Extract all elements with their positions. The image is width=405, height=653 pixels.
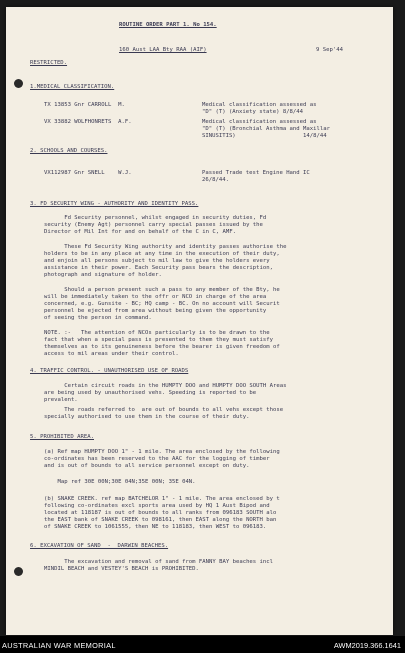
entry-detail: "D" (T) (Anxiety state) 8/8/44 (202, 109, 304, 115)
archive-footer (0, 636, 405, 653)
archive-reference: AWM2019.366.1641 (333, 641, 401, 650)
paragraph-line: Should a person present such a pass to any member of the Bty, he (44, 287, 280, 293)
member-entry: TX 13853 Gnr CARROLL M. (44, 102, 125, 108)
section-heading: 3. FD SECURITY WING - AUTHORITY AND IDENTITY PASS. (30, 201, 199, 207)
paragraph-line: photograph and signature of holder. (44, 272, 162, 278)
punch-hole (14, 79, 23, 88)
member-entry: VX112987 Gnr SNELL W.J. (44, 170, 132, 176)
section-heading: 1.MEDICAL CLASSIFICATION. (30, 84, 115, 90)
map-reference: Map ref 30E 00N;30E 04N;35E 00N; 35E 04N. (44, 479, 196, 485)
order-title: ROUTINE ORDER PART 1. No 154. (119, 22, 217, 28)
paragraph-line: specially authorised to use them in the course of their duty. (44, 414, 250, 420)
order-date: 9 Sep'44 (316, 47, 343, 53)
paragraph-line: The excavation and removal of sand from FANNY BAY beaches incl (44, 559, 274, 565)
paragraph-line: located at 118187 is out of bounds to all ranks from 096183 SOUTH alo (44, 510, 277, 516)
paragraph-line: and is out of bounds to all service personnel except on duty. (44, 463, 250, 469)
entry-detail: Medical classification assessed as (202, 119, 317, 125)
paragraph-line: will be immediately taken to the offr or NCO in charge of the area (44, 294, 267, 300)
punch-hole (14, 567, 23, 576)
paragraph-line: prevalent. (44, 397, 78, 403)
archive-name: AUSTRALIAN WAR MEMORIAL (2, 641, 116, 650)
document-page (6, 7, 393, 635)
section-heading: 6. EXCAVATION OF SAND - DARWIN BEACHES. (30, 543, 169, 549)
paragraph-line: (a) Ref map HUMPTY DOO 1" - 1 mile. The area enclosed by the following (44, 449, 280, 455)
paragraph-line: Certain circuit roads in the HUMPTY DOO and HUMPTY DOO SOUTH Areas (44, 383, 287, 389)
entry-detail: Passed Trade test Engine Hand IC (202, 170, 310, 176)
unit-name: 160 Aust LAA Bty RAA (AIF) (119, 47, 207, 53)
paragraph-line: The roads referred to are out of bounds to all vehs except those (44, 407, 284, 413)
classification-marking: RESTRICTED. (30, 60, 68, 66)
paragraph-line: of SNAKE CREEK to 1061555, then NE to 118183, then WEST to 096183. (44, 524, 267, 530)
note-line: fact that when a special pass is presented to them they must satisfy (44, 337, 274, 343)
paragraph-line: Fd Security personnel, whilst engaged in security duties, Fd (44, 215, 267, 221)
paragraph-line: following co-ordinates excl sports area used by HQ 1 Aust Bipod and (44, 503, 270, 509)
paragraph-line: and enjoin all persons subject to mil law to give the holders every (44, 258, 270, 264)
paragraph-line: co-ordinates has been reserved to the AAC for the logging of timber (44, 456, 270, 462)
section-heading: 4. TRAFFIC CONTROL. - UNAUTHORISED USE OF ROADS (30, 368, 189, 374)
paragraph-line: These Fd Security Wing authority and identity passes authorise the (44, 244, 287, 250)
note-line: NOTE. :- The attention of NCOs particularly is to be drawn to the (44, 330, 270, 336)
paragraph-line: holders to be in any place at any time in the execution of their duty, (44, 251, 280, 257)
paragraph-line: the EAST bank of SNAKE CREEK to 098161, then EAST along the NORTH ban (44, 517, 277, 523)
paragraph-line: concerned, e.g. Gunsite - BC; HQ camp - BC. On no account will Securit (44, 301, 280, 307)
section-heading: 5. PROHIBITED AREA. (30, 434, 94, 440)
paragraph-line: (b) SNAKE CREEK. ref map BATCHELOR 1" - 1 mile. The area enclosed by t (44, 496, 280, 502)
note-line: access to mil areas under their control. (44, 351, 179, 357)
entry-detail: "D" (T) (Bronchial Asthma and Maxillar (202, 126, 330, 132)
paragraph-line: are being used by unauthorised vehs. Speeding is reported to be (44, 390, 257, 396)
member-entry: VX 33882 WOLFHONRETS A.F. (44, 119, 132, 125)
entry-detail: 26/8/44. (202, 177, 229, 183)
paragraph-line: personnel be ejected from area without being given the opportunity (44, 308, 267, 314)
paragraph-line: assistance in their power. Each Security pass bears the description, (44, 265, 274, 271)
paragraph-line: Director of Mil Int for and on behalf of the C in C, AMF. (44, 229, 236, 235)
paragraph-line: security (Enemy Agt) personnel carry special passes issued by the (44, 222, 263, 228)
section-heading: 2. SCHOOLS AND COURSES. (30, 148, 108, 154)
paragraph-line: of seeing the person in command. (44, 315, 152, 321)
entry-detail: SINUSITIS) 14/8/44 (202, 133, 327, 139)
note-line: themselves as to its genuineness before the bearer is given freedom of (44, 344, 280, 350)
entry-detail: Medical classification assessed as (202, 102, 317, 108)
paragraph-line: MINDIL BEACH and VESTEY'S BEACH is PROHIBITED. (44, 566, 199, 572)
